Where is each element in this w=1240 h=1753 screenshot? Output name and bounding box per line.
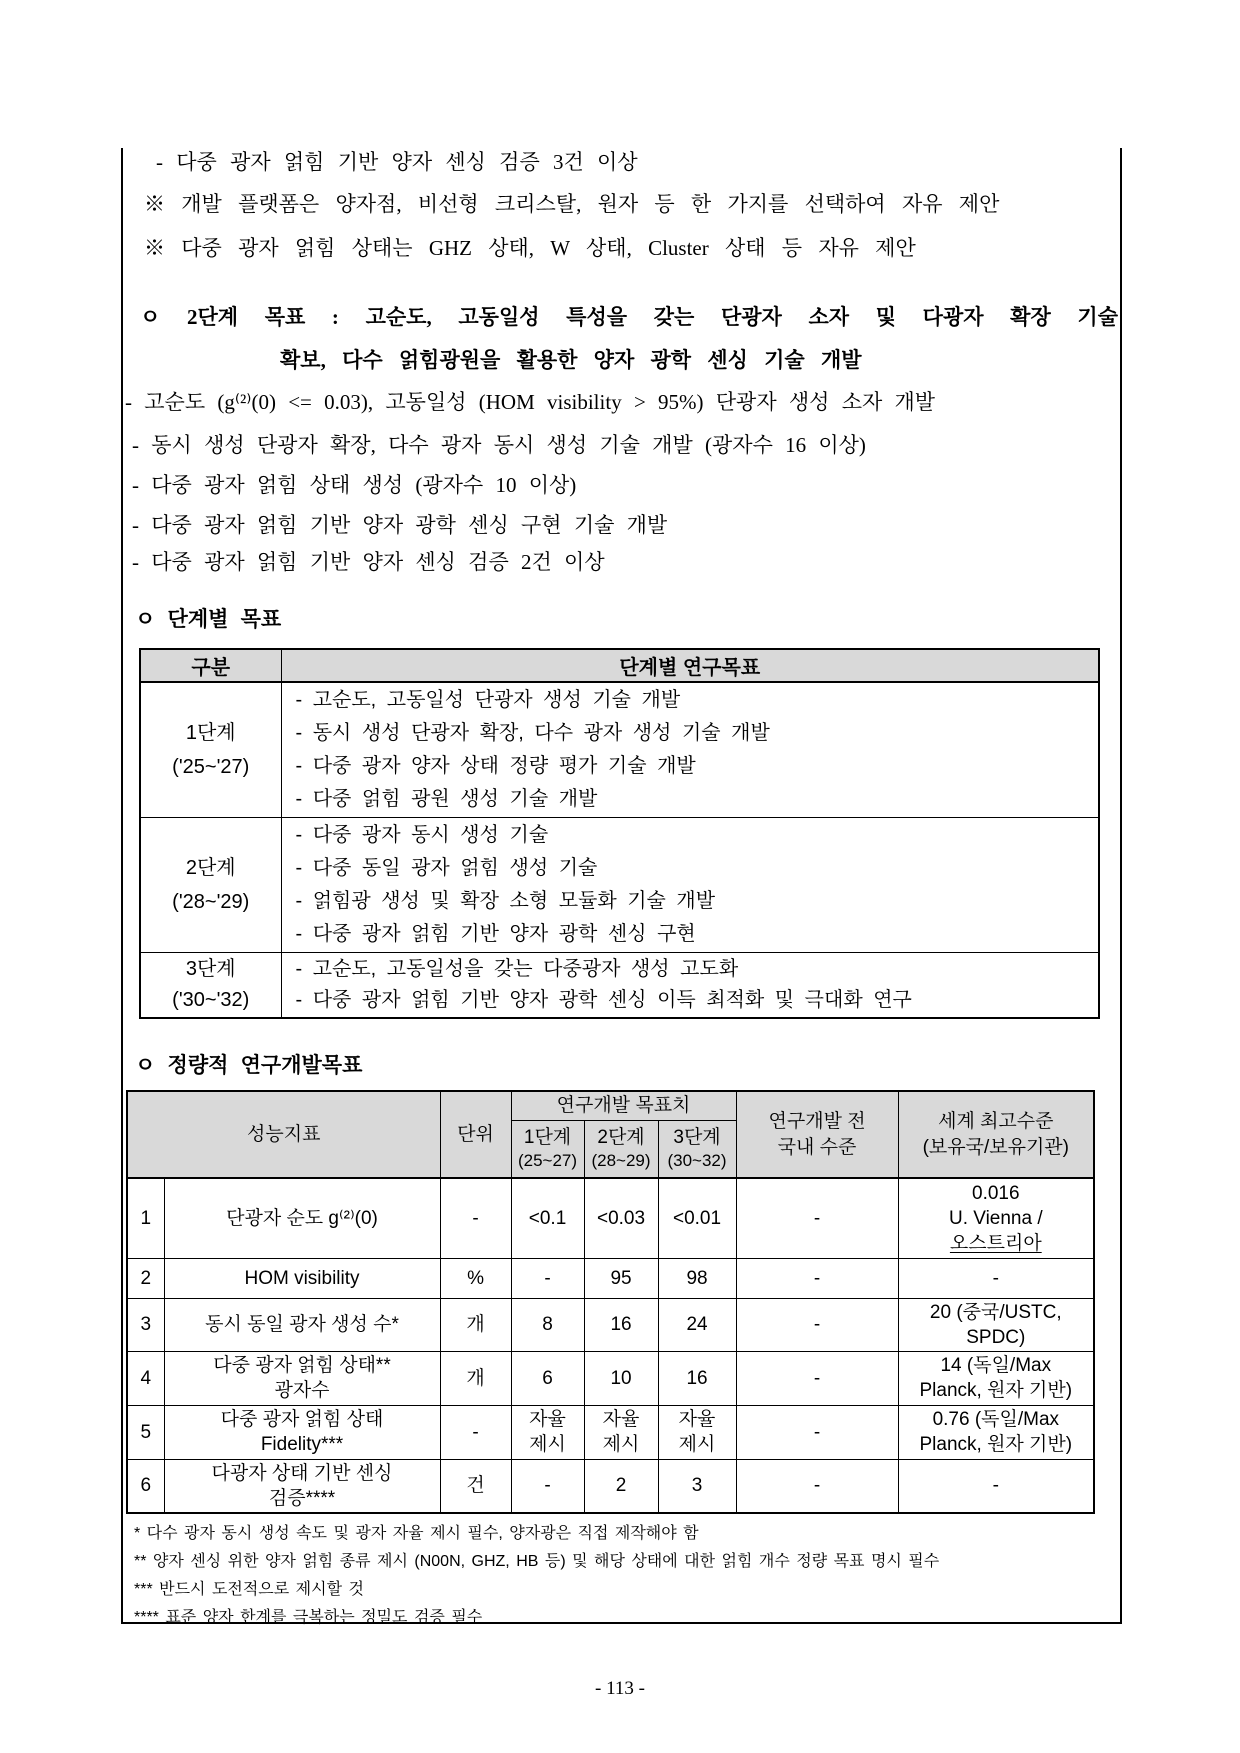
world-best: -	[898, 1459, 1094, 1513]
world-best: -	[898, 1258, 1094, 1298]
col-header-stage2	[584, 1121, 658, 1179]
table-row	[127, 1178, 1094, 1258]
goals-cell	[281, 818, 1099, 953]
text-line: - 고순도, 고동일성을 갖는 다중광자 생성 고도화	[295, 958, 739, 980]
text-line: 오스트리아	[949, 1232, 1042, 1254]
metric-name	[164, 1351, 440, 1405]
stage2-heading-line2: 확보, 다수 얽힘광원을 활용한 양자 광학 센싱 기술 개발	[280, 348, 862, 372]
text-line: Fidelity***	[260, 1434, 344, 1455]
world-best	[898, 1178, 1094, 1258]
text-line: - 얽힘광 생성 및 확장 소형 모듈화 기술 개발	[295, 890, 716, 912]
text-line: - 다중 동일 광자 얽힘 생성 기술	[295, 857, 598, 879]
stage-period: ('30~'32)	[172, 989, 250, 1011]
stage1-target: -	[511, 1258, 584, 1298]
text-line: SPDC)	[966, 1326, 1026, 1348]
unit-cell: 개	[440, 1298, 511, 1351]
table-row	[140, 682, 1099, 818]
intro-line: ※ 개발 플랫폼은 양자점, 비선형 크리스탈, 원자 등 한 가지를 선택하여 자유 제안	[144, 192, 1000, 216]
stage2-bullet: - 고순도 (g⁽²⁾(0) <= 0.03), 고동일성 (HOM visibility > 95%) 단광자 생성 소자 개발	[125, 390, 936, 414]
domestic-level: -	[736, 1459, 898, 1513]
table-row	[127, 1351, 1094, 1405]
stage3-target: <0.01	[658, 1178, 736, 1258]
intro-line: ※ 다중 광자 얽힘 상태는 GHZ 상태, W 상태, Cluster 상태 등 자유 제안	[144, 236, 916, 260]
stage2-bullet: - 다중 광자 얽힘 기반 양자 광학 센싱 구현 기술 개발	[132, 513, 668, 537]
text-line: (보유국/보유기관)	[922, 1136, 1069, 1158]
table-row	[140, 953, 1099, 1019]
stage3-target: 98	[658, 1258, 736, 1298]
stage-label: 1단계	[185, 722, 236, 744]
text-line: 제시	[529, 1434, 566, 1455]
col-header-performance: 성능지표	[127, 1091, 440, 1178]
stage2-bullet: - 다중 광자 얽힘 상태 생성 (광자수 10 이상)	[132, 473, 577, 497]
world-best	[898, 1351, 1094, 1405]
table-row	[127, 1258, 1094, 1298]
goals-cell	[281, 953, 1099, 1019]
text-line: 0.016	[972, 1182, 1020, 1204]
stage-goals-table	[139, 648, 1100, 1019]
domestic-level: -	[736, 1405, 898, 1459]
domestic-level: -	[736, 1351, 898, 1405]
row-number: 5	[127, 1405, 164, 1459]
table-row	[127, 1405, 1094, 1459]
text-line: 제시	[678, 1434, 716, 1455]
text-line: 다광자 상태 기반 센싱	[211, 1462, 393, 1484]
col-header-world-best	[898, 1091, 1094, 1178]
stage2-target: 10	[584, 1351, 658, 1405]
text-line: - 다중 얽힘 광원 생성 기술 개발	[295, 788, 598, 810]
text-line: 제시	[602, 1434, 640, 1455]
stage-label: 2단계	[185, 857, 236, 879]
text-line: *** 반드시 도전적으로 제시할 것	[134, 1581, 364, 1598]
text-line: Planck, 원자 기반)	[919, 1434, 1073, 1455]
stage-goals-heading: ㅇ 단계별 목표	[135, 607, 282, 631]
text-line: - 동시 생성 단광자 확장, 다수 광자 생성 기술 개발	[295, 722, 770, 744]
col-header-stage1	[511, 1121, 584, 1179]
text-line: 0.76 (독일/Max	[932, 1409, 1060, 1430]
stage1-target: <0.1	[511, 1178, 584, 1258]
text-line: 국내 수준	[777, 1136, 857, 1158]
text-line: 자율	[529, 1409, 566, 1430]
stage3-label: 3단계	[673, 1127, 721, 1148]
stage2-target: 16	[584, 1298, 658, 1351]
text-line: - 다중 광자 양자 상태 정량 평가 기술 개발	[295, 755, 696, 777]
stage3-target: 24	[658, 1298, 736, 1351]
metric-name: 단광자 순도 g⁽²⁾(0)	[164, 1178, 440, 1258]
col-header-target-group: 연구개발 목표치	[511, 1091, 736, 1121]
stage1-label: 1단계	[523, 1127, 572, 1148]
stage1-target: 6	[511, 1351, 584, 1405]
world-best	[898, 1405, 1094, 1459]
stage2-target	[584, 1405, 658, 1459]
stage3-target	[658, 1405, 736, 1459]
unit-cell: %	[440, 1258, 511, 1298]
stage3-period: (30~32)	[667, 1151, 727, 1170]
stage-cell	[140, 682, 281, 818]
stage2-target: 95	[584, 1258, 658, 1298]
unit-cell: 개	[440, 1351, 511, 1405]
stage-cell	[140, 953, 281, 1019]
col-header-stage3	[658, 1121, 736, 1179]
quant-header-row-1	[127, 1091, 1094, 1121]
domestic-level: -	[736, 1178, 898, 1258]
row-number: 4	[127, 1351, 164, 1405]
quant-heading: ㅇ 정량적 연구개발목표	[135, 1053, 363, 1077]
text-line: ** 양자 센싱 위한 양자 얽힘 종류 제시 (N00N, GHZ, HB 등) 및 해당 상태에 대한 얽힘 개수 정량 목표 명시 필수	[134, 1553, 940, 1570]
stage3-target: 16	[658, 1351, 736, 1405]
stage2-bullet: - 다중 광자 얽힘 기반 양자 센싱 검증 2건 이상	[132, 550, 605, 574]
text-line: 자율	[678, 1409, 716, 1430]
metric-name	[164, 1459, 440, 1513]
stage1-period: (25~27)	[517, 1151, 578, 1170]
stage1-target: -	[511, 1459, 584, 1513]
metric-name: HOM visibility	[164, 1258, 440, 1298]
text-line: U. Vienna /	[948, 1207, 1043, 1229]
stage3-target: 3	[658, 1459, 736, 1513]
table-row	[127, 1459, 1094, 1513]
text-line: 연구개발 전	[768, 1110, 866, 1132]
stage-label: 3단계	[185, 958, 236, 980]
row-number: 3	[127, 1298, 164, 1351]
row-number: 6	[127, 1459, 164, 1513]
table-row	[127, 1298, 1094, 1351]
stage-cell	[140, 818, 281, 953]
stage-period: ('28~'29)	[172, 891, 250, 913]
col-header-unit: 단위	[440, 1091, 511, 1178]
text-line: * 다수 광자 동시 생성 속도 및 광자 자율 제시 필수, 양자광은 직접 제작해야 함	[134, 1525, 699, 1542]
row-number: 2	[127, 1258, 164, 1298]
stage2-target: <0.03	[584, 1178, 658, 1258]
unit-cell: -	[440, 1178, 511, 1258]
text-line: 20 (중국/USTC,	[929, 1301, 1062, 1323]
col-header-category: 구분	[140, 649, 281, 682]
text-line: 검증****	[268, 1487, 336, 1509]
text-line: 자율	[602, 1409, 640, 1430]
text-line: - 다중 광자 동시 생성 기술	[295, 824, 549, 846]
stage2-bullet: - 동시 생성 단광자 확장, 다수 광자 동시 생성 기술 개발 (광자수 16 이상)	[132, 433, 866, 457]
stage2-heading-line1: ㅇ 2단계 목표 : 고순도, 고동일성 특성을 갖는 단광자 소자 및 다광자 확장 기술	[140, 305, 1118, 329]
page-number: - 113 -	[595, 1678, 645, 1699]
table-row	[140, 818, 1099, 953]
domestic-level: -	[736, 1298, 898, 1351]
stage-goals-header-row	[140, 649, 1099, 682]
text-line: 다중 광자 얽힘 상태	[220, 1409, 384, 1430]
text-line: Planck, 원자 기반)	[919, 1380, 1073, 1401]
stage2-label: 2단계	[597, 1127, 645, 1148]
quant-table	[126, 1090, 1095, 1514]
stage2-target: 2	[584, 1459, 658, 1513]
text-line: 14 (독일/Max	[940, 1355, 1052, 1376]
stage2-period: (28~29)	[591, 1151, 651, 1170]
domestic-level: -	[736, 1258, 898, 1298]
world-best	[898, 1298, 1094, 1351]
footnotes	[134, 1520, 1094, 1632]
stage1-target	[511, 1405, 584, 1459]
col-header-domestic	[736, 1091, 898, 1178]
unit-cell: -	[440, 1405, 511, 1459]
intro-line: - 다중 광자 얽힘 기반 양자 센싱 검증 3건 이상	[156, 150, 638, 174]
text-line: 다중 광자 얽힘 상태**	[213, 1355, 391, 1376]
row-number: 1	[127, 1178, 164, 1258]
metric-name: 동시 동일 광자 생성 수*	[164, 1298, 440, 1351]
goals-cell	[281, 682, 1099, 818]
col-header-goals: 단계별 연구목표	[281, 649, 1099, 682]
text-line: - 고순도, 고동일성 단광자 생성 기술 개발	[295, 689, 681, 711]
text-line: **** 표준 양자 한계를 극복하는 정밀도 검증 필수	[134, 1609, 483, 1626]
text-line: - 다중 광자 얽힘 기반 양자 광학 센싱 이득 최적화 및 극대화 연구	[295, 989, 912, 1011]
metric-name	[164, 1405, 440, 1459]
unit-cell: 건	[440, 1459, 511, 1513]
text-line: - 다중 광자 얽힘 기반 양자 광학 센싱 구현	[295, 923, 696, 945]
text-line: 세계 최고수준	[938, 1110, 1054, 1132]
stage-period: ('25~'27)	[172, 756, 250, 778]
text-line: 광자수	[274, 1380, 330, 1401]
stage1-target: 8	[511, 1298, 584, 1351]
